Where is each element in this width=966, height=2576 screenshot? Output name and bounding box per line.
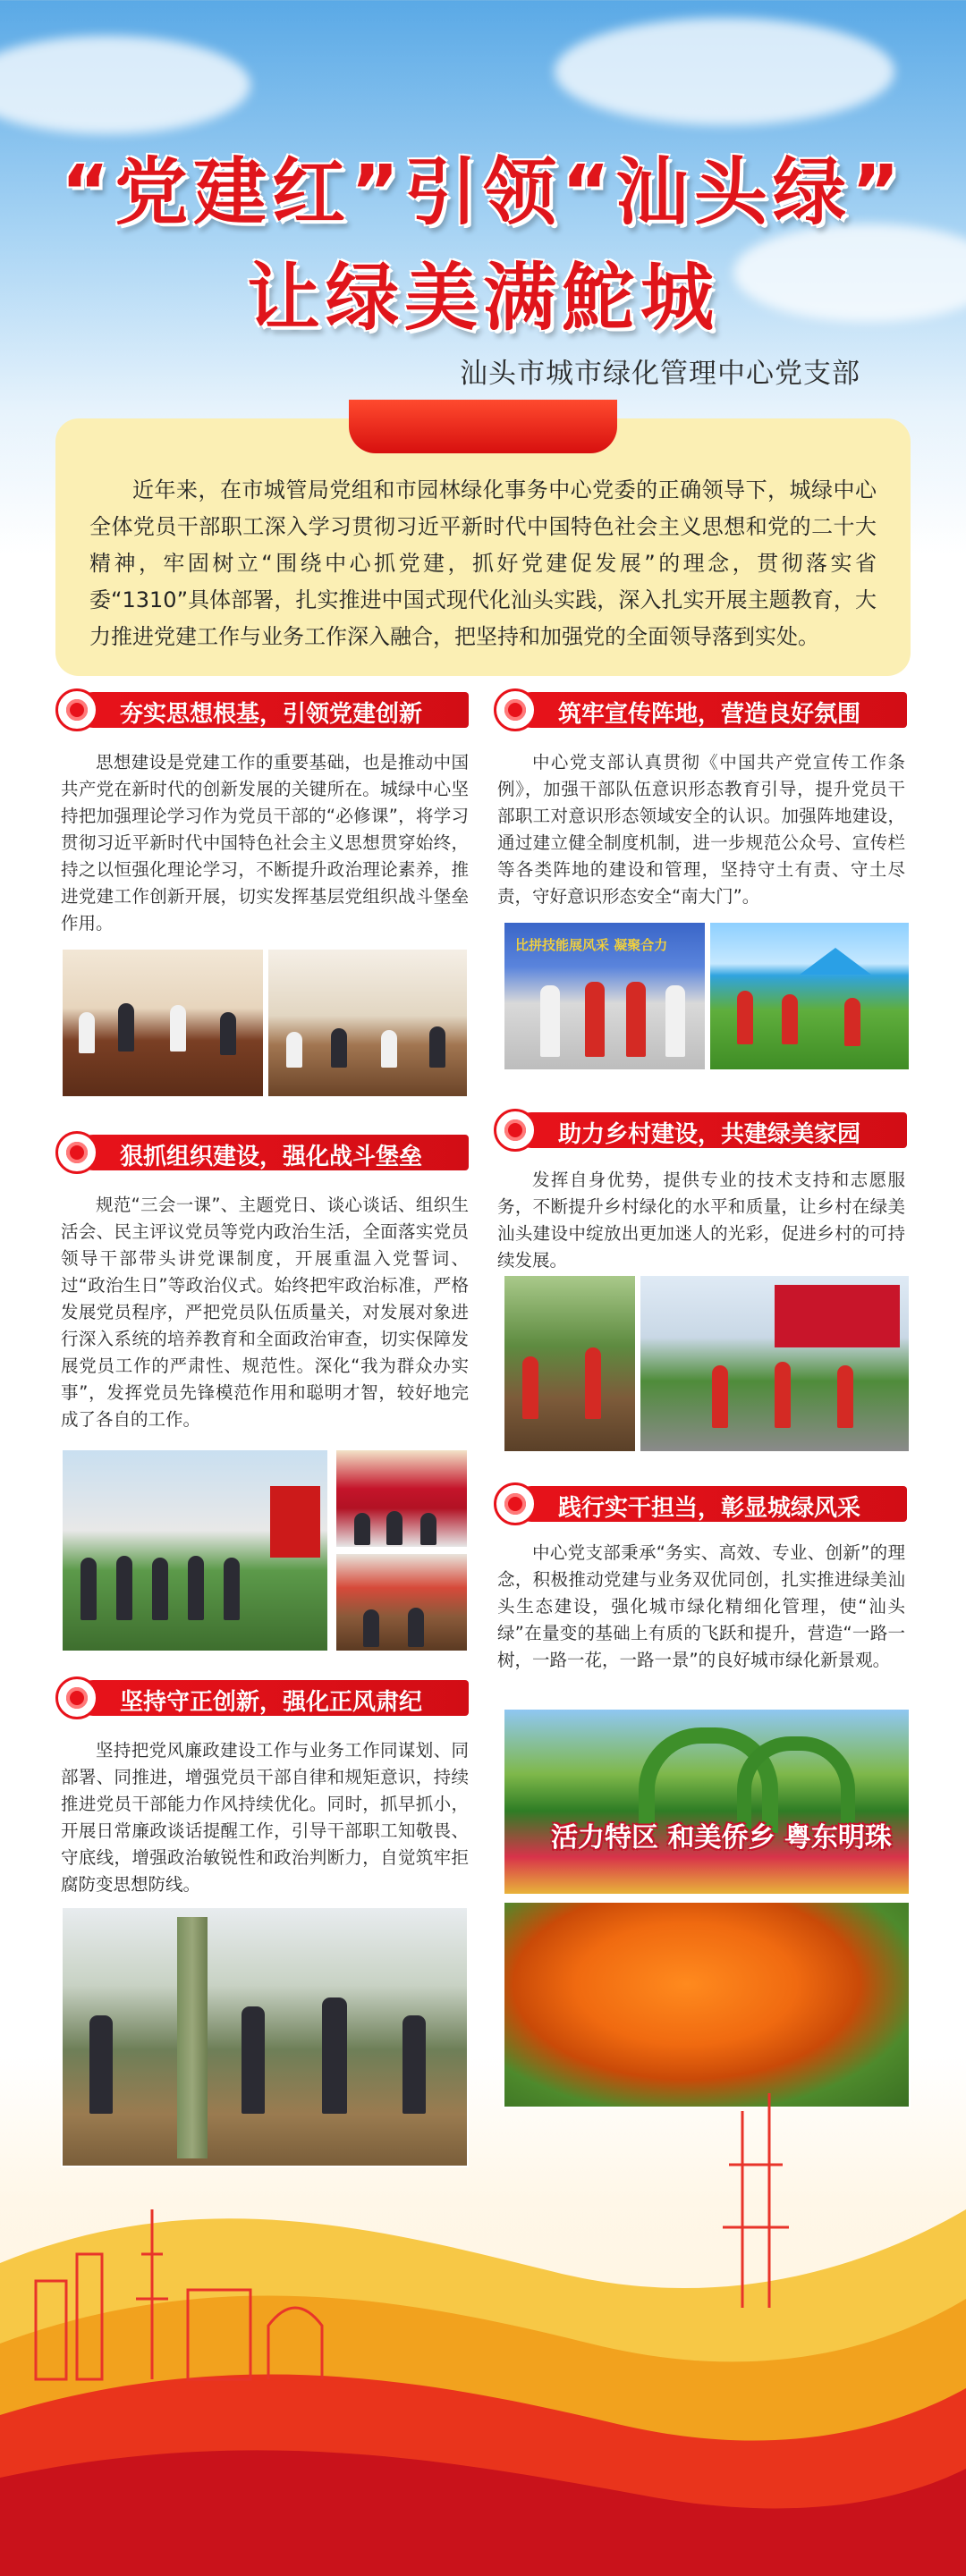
photo-party-hall <box>335 1448 469 1549</box>
person-figure <box>775 1362 791 1428</box>
section-title: 筑牢宣传阵地，营造良好氛围 <box>558 701 861 728</box>
photo-award-stage <box>503 921 707 1071</box>
person-figure <box>737 991 753 1044</box>
section-text-publicity: 中心党支部认真贯彻《中国共产党宣传工作条例》，加强干部队伍意识形态教育引导，提升党员干部职工对意识形态领域安全的认识。加强阵地建设，通过建立健全制度机制，进一步规范公众号、宣传栏等各类阵地的建设和管理，坚持守土有责、守土尽责，守好意识形态安全“南大门”。 <box>497 752 905 907</box>
person-figure <box>116 1556 132 1620</box>
section-title: 狠抓组织建设，强化战斗堡垒 <box>120 1144 423 1170</box>
photo-oath-ceremony <box>61 1448 329 1652</box>
section-header-ideology <box>55 688 469 731</box>
person-figure <box>665 985 685 1057</box>
intro-panel <box>55 418 911 676</box>
person-figure <box>188 1556 204 1620</box>
section-header-bar <box>75 692 469 728</box>
person-figure <box>540 985 560 1057</box>
person-figure <box>363 1609 379 1647</box>
section-header-bar <box>513 692 907 728</box>
intro-tab-decoration <box>349 400 617 453</box>
person-figure <box>286 1032 302 1068</box>
section-header-discipline <box>55 1677 469 1719</box>
organization-name: 汕头市城市绿化管理中心党支部 <box>460 358 860 390</box>
stage-banner-text: 比拼技能展风采 凝聚合力 <box>515 937 668 953</box>
page-title-line-2: 让绿美满鮀城 <box>246 256 719 341</box>
section-text-ideology: 思想建设是党建工作的重要基础，也是推动中国共产党在新时代的创新发展的关键所在。城绿中心坚持把加强理论学习作为党员干部的“必修课”，将学习贯彻习近平新时代中国特色社会主义思想贯穿始终，持之以恒强化理论学习，不断提升政治理论素养，推进党建工作创新开展，切实发挥基层党组织战斗堡垒作用。 <box>61 752 469 933</box>
section-title: 坚持守正创新，强化正风肃纪 <box>120 1689 423 1716</box>
section-header-publicity <box>494 688 907 731</box>
person-figure <box>118 1003 134 1052</box>
section-header-bar <box>513 1486 907 1522</box>
section-title: 助力乡村建设，共建绿美家园 <box>558 1121 861 1148</box>
person-figure <box>585 1347 601 1419</box>
person-figure <box>712 1365 728 1428</box>
person-figure <box>522 1356 538 1419</box>
section-text-rural: 发挥自身优势，提供专业的技术支持和志愿服务，不断提升乡村绿化的水平和质量，让乡村在绿美汕头建设中绽放出更加迷人的光彩，促进乡村的可持续发展。 <box>497 1170 905 1271</box>
cloud-decoration <box>555 18 894 125</box>
section-badge-icon <box>55 688 98 731</box>
person-figure <box>331 1028 347 1068</box>
section-badge-icon <box>55 1131 98 1174</box>
person-figure <box>844 998 860 1046</box>
person-figure <box>152 1558 168 1620</box>
person-figure <box>220 1012 236 1055</box>
photo-village-street <box>639 1274 911 1453</box>
section-text-organization: 规范“三会一课”、主题党日、谈心谈话、组织生活会、民主评议党员等党内政治生活，全面落实党员领导干部带头讲党课制度，开展重温入党誓词、过“政治生日”等政治仪式。始终把牢政治标准，严格发展党员程序，严把党员队伍质量关，对发展对象进行深入系统的培养教育和全面政治审查，切实保障发展党员工作的严肃性、规范性。深化“我为群众办实事”，发挥党员先锋模范作用和聪明才智，较好地完成了各自的工作。 <box>61 1195 469 1430</box>
person-figure <box>408 1608 424 1647</box>
section-text-practice: 中心党支部秉承“务实、高效、专业、创新”的理念，积极推动党建与业务双优同创，扎实推进绿美汕头生态建设，强化城市绿化精细化管理，使“汕头绿”在量变的基础上有质的飞跃和提升，营造“一路一树，一路一花，一路一景”的良好城市绿化新景观。 <box>497 1542 905 1670</box>
person-figure <box>224 1558 240 1620</box>
section-title: 夯实思想根基，引领党建创新 <box>120 701 423 728</box>
section-text-discipline: 坚持把党风廉政建设工作与业务工作同谋划、同部署、同推进，增强党员干部自律和规矩意识，持续推进党员干部能力作风持续优化。同时，抓早抓小，开展日常廉政谈话提醒工作，引导干部职工知敬畏、守底线，增强政治敏锐性和政治判断力，自觉筑牢拒腐防变思想防线。 <box>61 1740 469 1895</box>
person-figure <box>170 1005 186 1052</box>
person-figure <box>80 1558 97 1620</box>
intro-text: 近年来，在市城管局党组和市园林绿化事务中心党委的正确领导下，城绿中心全体党员干部职工深入学习贯彻习近平新时代中国特色社会主义思想和党的二十大精神，牢固树立“围绕中心抓党建，抓好党建促发展”的理念，贯彻落实省委“1310”具体部署，扎实推进中国式现代化汕头实践，深入扎实开展主题教育，大力推进党建工作与业务工作深入融合，把坚持和加强党的全面领导落到实处。 <box>89 477 877 649</box>
person-figure <box>354 1513 370 1545</box>
tent-shape <box>800 948 871 975</box>
section-header-organization <box>55 1131 469 1174</box>
person-figure <box>420 1513 436 1545</box>
party-flag <box>270 1486 320 1558</box>
footer-wave-decoration <box>0 2075 966 2576</box>
section-badge-icon <box>494 688 537 731</box>
person-figure <box>386 1511 402 1545</box>
photo-activity-room <box>335 1552 469 1652</box>
page-title-line-1: “党建红”引领“汕头绿” <box>61 150 905 235</box>
section-title: 践行实干担当，彰显城绿风采 <box>558 1495 861 1522</box>
section-badge-icon <box>55 1677 98 1719</box>
section-header-bar <box>75 1680 469 1716</box>
section-header-bar <box>75 1135 469 1170</box>
photo-conference-room <box>267 948 469 1098</box>
person-figure <box>381 1030 397 1068</box>
photo-skills-contest <box>708 921 911 1071</box>
section-header-practice <box>494 1482 907 1525</box>
person-figure <box>782 994 798 1044</box>
banner-board <box>775 1285 900 1347</box>
person-figure <box>429 1026 445 1068</box>
person-figure <box>837 1365 853 1428</box>
photo-topiary-garden <box>503 1708 911 1896</box>
section-badge-icon <box>494 1109 537 1152</box>
section-header-bar <box>513 1112 907 1148</box>
person-figure <box>79 1012 95 1053</box>
person-figure <box>626 982 646 1057</box>
section-header-rural <box>494 1109 907 1152</box>
cloud-decoration <box>0 36 250 134</box>
photo-study-meeting <box>61 948 265 1098</box>
person-figure <box>585 982 605 1057</box>
garden-caption-text: 活力特区 和美侨乡 粤东明珠 <box>551 1822 892 1854</box>
photo-rural-planting <box>503 1274 637 1453</box>
section-badge-icon <box>494 1482 537 1525</box>
